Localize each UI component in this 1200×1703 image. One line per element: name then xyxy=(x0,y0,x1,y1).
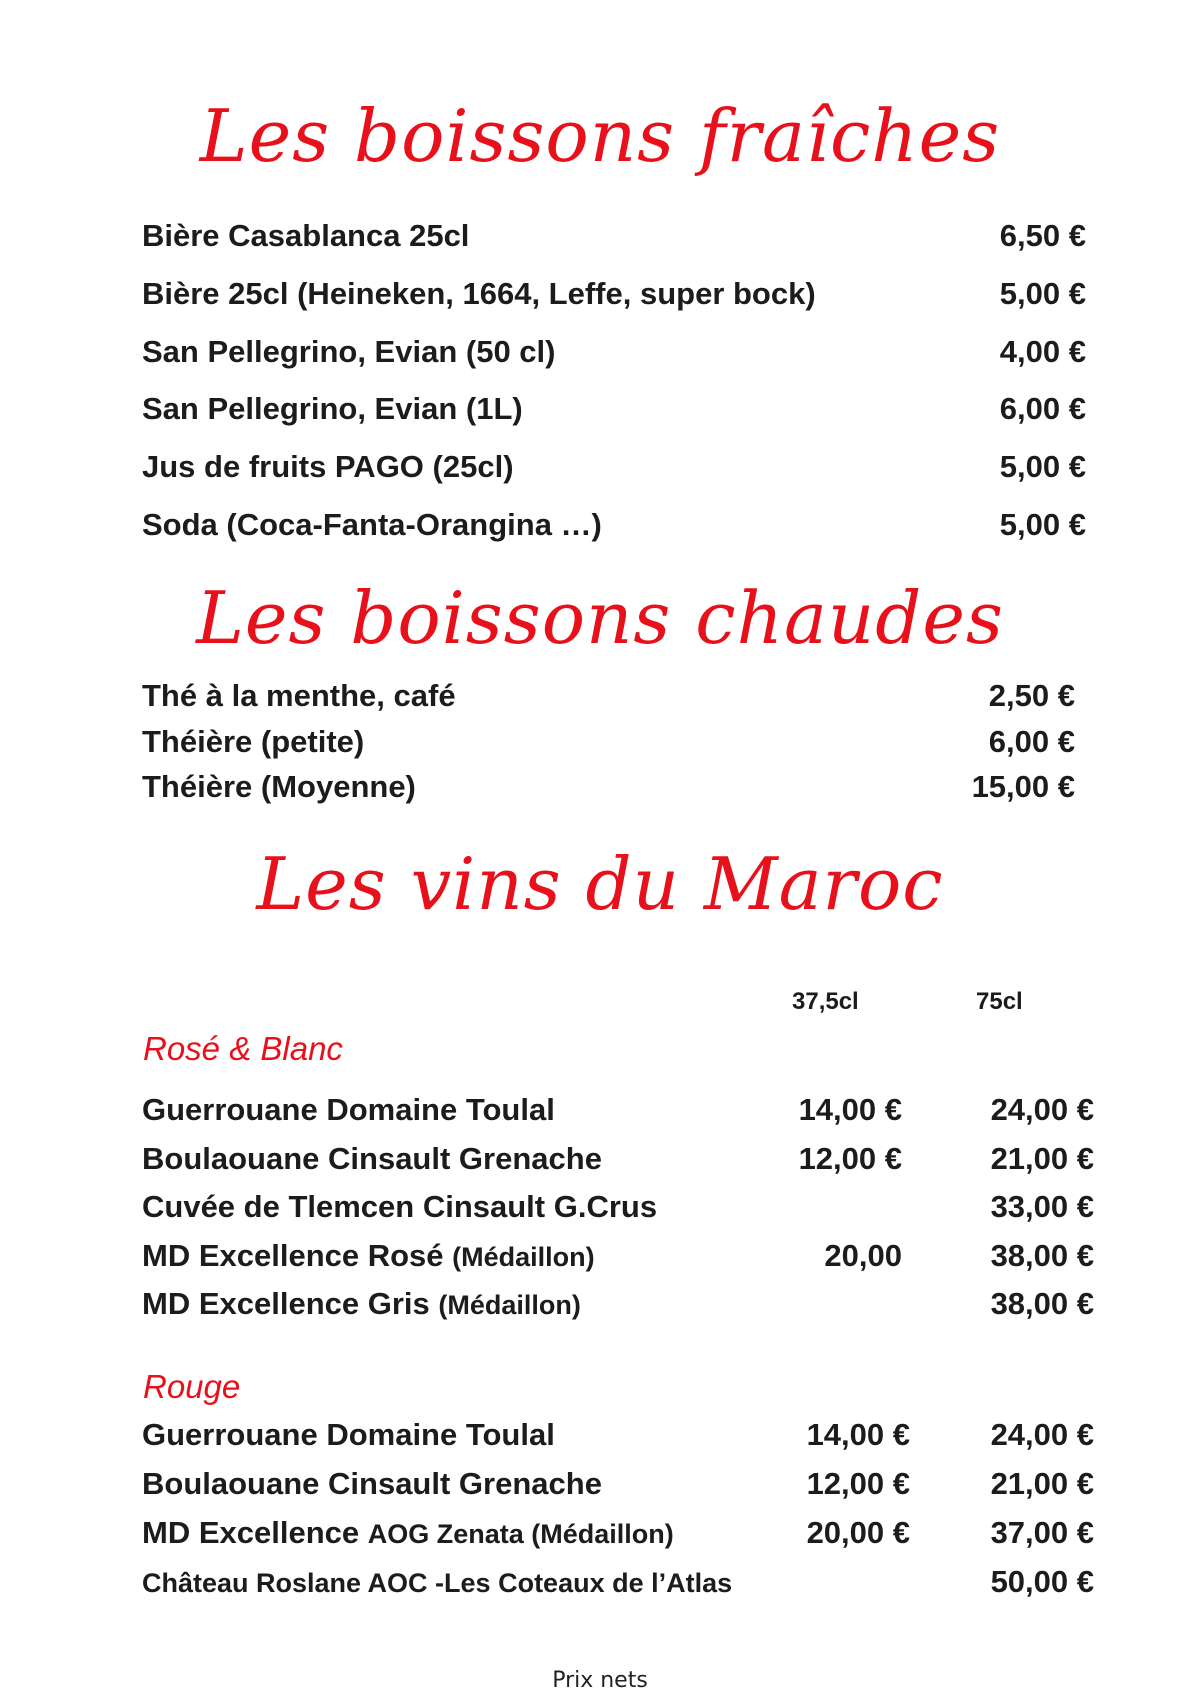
footer-note: Prix nets xyxy=(552,1668,648,1693)
item-name: Jus de fruits PAGO (25cl) xyxy=(142,449,514,484)
wine-name: MD Excellence AOG Zenata (Médaillon) xyxy=(142,1515,674,1550)
item-name: Bière Casablanca 25cl xyxy=(142,218,470,253)
price-37-5cl: 12,00 € xyxy=(798,1141,902,1176)
price-75cl: 21,00 € xyxy=(990,1141,1094,1176)
price-75cl: 37,00 € xyxy=(990,1515,1094,1550)
list-item xyxy=(142,724,1075,764)
fresh-drinks-title: Les boissons fraîches xyxy=(199,94,1001,178)
price-37-5cl: 12,00 € xyxy=(806,1466,910,1501)
wine-name: Guerrouane Domaine Toulal xyxy=(142,1092,555,1127)
table-row xyxy=(142,1141,1094,1181)
item-name: San Pellegrino, Evian (1L) xyxy=(142,391,523,426)
table-row xyxy=(142,1286,1094,1326)
price-37-5cl: 14,00 € xyxy=(798,1092,902,1127)
table-row xyxy=(142,1466,1094,1506)
price-75cl: 21,00 € xyxy=(990,1466,1094,1501)
item-name: San Pellegrino, Evian (50 cl) xyxy=(142,334,556,369)
wine-name: Cuvée de Tlemcen Cinsault G.Crus xyxy=(142,1189,658,1224)
item-price: 5,00 € xyxy=(999,507,1086,542)
price-37-5cl: 20,00 xyxy=(824,1238,902,1273)
subheading-rouge: Rouge xyxy=(143,1368,241,1405)
wine-note: AOG Zenata (Médaillon) xyxy=(367,1519,674,1549)
wine-name: Guerrouane Domaine Toulal xyxy=(142,1417,555,1452)
column-header-37-5cl: 37,5cl xyxy=(792,988,859,1015)
list-item xyxy=(142,218,1086,258)
item-price: 4,00 € xyxy=(999,334,1086,369)
wine-name: MD Excellence Rosé (Médaillon) xyxy=(142,1238,595,1273)
wine-note: Château Roslane AOC -Les Coteaux de l’Atlas xyxy=(142,1568,733,1598)
wines-title: Les vins du Maroc xyxy=(256,842,944,926)
list-item xyxy=(142,391,1086,431)
table-row xyxy=(142,1515,1094,1555)
list-item xyxy=(142,449,1086,489)
wine-name: MD Excellence Gris (Médaillon) xyxy=(142,1286,581,1321)
item-name: Bière 25cl (Heineken, 1664, Leffe, super bock) xyxy=(142,276,816,311)
subheading-rose-blanc: Rosé & Blanc xyxy=(143,1030,343,1067)
list-item xyxy=(142,678,1075,718)
table-row xyxy=(142,1238,1094,1278)
price-37-5cl: 14,00 € xyxy=(806,1417,910,1452)
item-price: 5,00 € xyxy=(999,276,1086,311)
table-row xyxy=(142,1564,1094,1604)
table-row xyxy=(142,1092,1094,1132)
price-37-5cl: 20,00 € xyxy=(806,1515,910,1550)
list-item xyxy=(142,334,1086,374)
price-75cl: 38,00 € xyxy=(990,1286,1094,1321)
item-name: Soda (Coca-Fanta-Orangina …) xyxy=(142,507,602,542)
list-item xyxy=(142,276,1086,316)
column-header-75cl: 75cl xyxy=(976,988,1023,1015)
item-price: 6,50 € xyxy=(999,218,1086,253)
item-price: 15,00 € xyxy=(971,769,1075,804)
item-name: Thé à la menthe, café xyxy=(142,678,456,713)
price-75cl: 24,00 € xyxy=(990,1417,1094,1452)
item-name: Théière (Moyenne) xyxy=(142,769,416,804)
item-price: 6,00 € xyxy=(999,391,1086,426)
wine-name xyxy=(142,1564,732,1600)
item-price: 5,00 € xyxy=(999,449,1086,484)
wine-name: Boulaouane Cinsault Grenache xyxy=(142,1466,602,1501)
item-price: 6,00 € xyxy=(988,724,1075,759)
price-75cl: 50,00 € xyxy=(990,1564,1094,1599)
item-price: 2,50 € xyxy=(988,678,1075,713)
item-name: Théière (petite) xyxy=(142,724,365,759)
list-item xyxy=(142,507,1086,547)
price-75cl: 33,00 € xyxy=(990,1189,1094,1224)
wine-note: (Médaillon) xyxy=(452,1242,595,1272)
price-75cl: 24,00 € xyxy=(990,1092,1094,1127)
table-row xyxy=(142,1417,1094,1457)
hot-drinks-title: Les boissons chaudes xyxy=(196,576,1004,660)
list-item xyxy=(142,769,1075,809)
price-75cl: 38,00 € xyxy=(990,1238,1094,1273)
table-row xyxy=(142,1189,1094,1229)
wine-name: Boulaouane Cinsault Grenache xyxy=(142,1141,602,1176)
wine-note: (Médaillon) xyxy=(438,1290,581,1320)
